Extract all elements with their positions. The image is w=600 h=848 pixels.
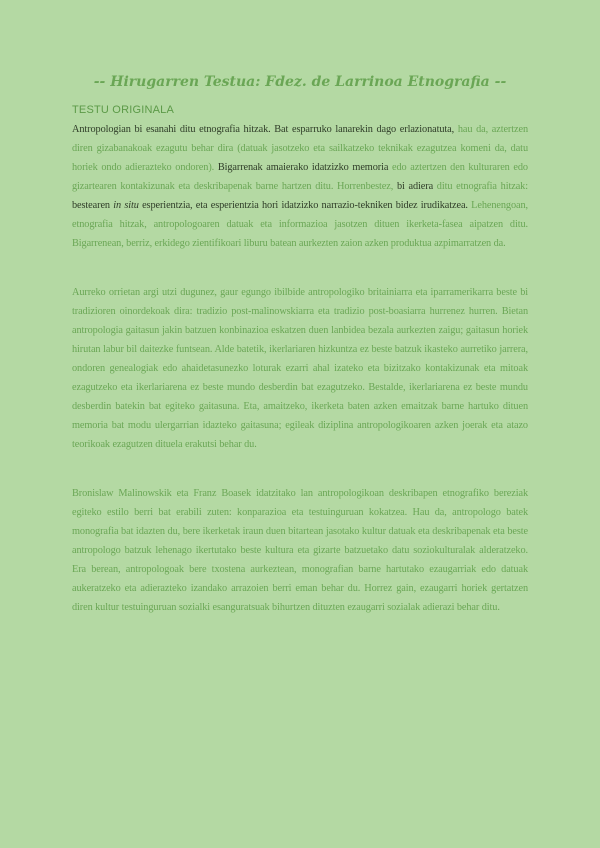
paragraph-1-text-10: Lehenengoan, etnografia hitzak, antropologoaren datuak eta informazioa jasotzen dituen ikerketa-fasea aipatzen ditu. Bigarrenean, berriz, erkidego zientifikoari liburu batean aurkezten zaion azken produktua azpimarratzen da.: [72, 200, 529, 249]
document-page: [72, 74, 528, 647]
paragraph-1-text-2: hau da, aztertzen diren gizabanakoak ezagutu behar dira (datuak jasotzeko eta sailkatzeko teknikak ezagutzea komeni da, datu horiek ondo adierazteko ondoren).: [72, 124, 529, 173]
paragraph-1: [72, 120, 528, 253]
paragraph-1-highlight-5: bi adiera: [396, 181, 434, 192]
paragraph-3: Bronislaw Malinowskik eta Franz Boasek idatzitako lan antropologikoan deskribapen etnografiko bereziak egiteko estilo berri bat erabili zuten: konparazioa eta testuinguruan kokatzea. Hau da, antropologo batek monografia bat idazten du, bere ikerketak iraun duen bitartean jasotako kultur datuak eta deskribapenak eta beste antropologo batzuk lehenago ikertutako beste kultura eta gizarte batzuetako datu soziokulturalak alderatzeko. Era berean, antropologoak bere txostena aurkeztean, monografian barne hartutako ezaugarriak edo datuak aukeratzeko eta adierazteko izandako arrazoien berri eman behar du. Horrez gain, ezaugarri horiek gertatzen diren kultur testuinguruan sozialki esanguratsuak bihurtzen dituzten ezaugarri sozialak adierazi behar ditu.: [72, 488, 528, 613]
document-title: -- Hirugarren Testua: Fdez. de Larrinoa Etnografia --: [93, 74, 507, 90]
paragraph-1-highlight-3: Bigarrenak amaierako idatzizko memoria: [217, 162, 389, 173]
paragraph-2: Aurreko orrietan argi utzi dugunez, gaur egungo ibilbide antropologiko britainiarra eta iparramerikarra beste bi tradizioren oinordekoak dira: tradizio post-malinowskiarra eta tradizio post-boasiarra hurrenez hurren. Bietan antropologia gaitasun jakin batzuen konbinazioa eskatzen duen lanbidea bezala aurkezten zaigu; gaitasun horiek hirutan labur bil daitezke funtsean. Alde batetik, ikerlariaren hizkuntza ez beste batzuk ikasteko aurretiko jarrera, ondoren genealogiak edo ahaidetasunezko loturak ezarri ahal izateko eta bizitzako kontakizunak eta mitoak ezagutzeko eta ikerlariarena ez beste mundo desberdin bat ezagutzeko. Bestalde, ikerlariarena ez beste mundu desberdin batekin bat egiteko gaitasuna. Eta, amaitzeko, ikerketa baten azken emaitzak barne hartuko dituen memoria bat modu ulergarrian idazteko gaitasuna; egileak diziplina antropologikoaren azken joerak eta atazo teorikoak ezagutzen dituela erakutsi behar du.: [72, 287, 528, 450]
paragraph-1-text-6: ditu etnografia hitzak:: [433, 181, 528, 192]
paragraph-1-highlight-1: Antropologian bi esanahi ditu etnografia hitzak. Bat esparruko lanarekin dago erlazionatuta,: [72, 124, 455, 135]
paragraph-1-highlight-in-situ: in situ: [113, 200, 139, 211]
paragraph-1-highlight-9: esperientzia, eta esperientzia hori idatzizko narrazio-tekniken bidez irudikatzea.: [138, 200, 468, 211]
paragraph-1-highlight-7: bestearen: [72, 200, 114, 211]
section-label: TESTU ORIGINALA: [72, 104, 175, 116]
paragraph-1-text-4: edo aztertzen den kulturaren edo gizartearen kontakizunak eta deskribapenak barne hartzen ditu. Horrenbestez,: [72, 162, 528, 192]
